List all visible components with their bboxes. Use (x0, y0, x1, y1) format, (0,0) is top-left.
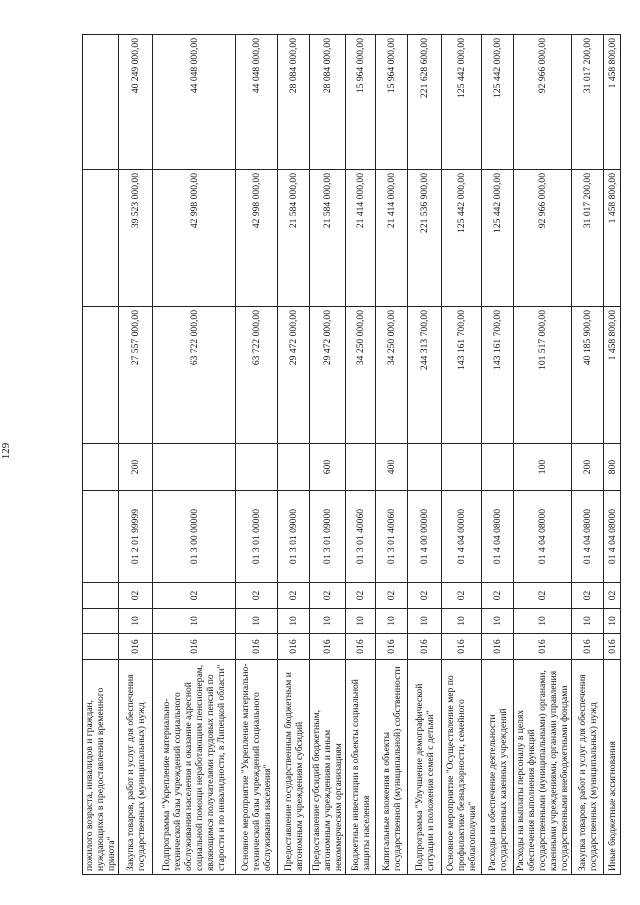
table-row (376, 35, 408, 875)
expense-type-cell (346, 444, 376, 491)
budget-table (82, 34, 621, 875)
sum-year-3-cell: 221 628 600,00 (408, 35, 442, 170)
expense-type-cell: 600 (310, 444, 346, 491)
code-cell: 016 (346, 634, 376, 660)
subsection-cell: 02 (310, 583, 346, 609)
section-cell: 10 (442, 609, 482, 634)
table-row (482, 35, 514, 875)
sum-year-3-cell: 31 017 200,00 (572, 35, 604, 170)
target-article-cell: 01 3 00 00000 (153, 491, 236, 583)
subsection-cell: 02 (236, 583, 278, 609)
section-cell: 10 (310, 609, 346, 634)
target-article-cell: 01 4 04 08000 (572, 491, 604, 583)
row-name-cell: Подпрограмма "Укрепление материально-технической базы учреждений социального обслуживания населения и оказание адресной социальной помощи неработающим пенсионерам, являющимся получателями трудовых пенсий по старости и по инвалидности, в Липецкой области" (153, 660, 236, 875)
sum-year-1-cell: 63 722 000,00 (236, 307, 278, 444)
sum-year-1-cell: 40 185 900,00 (572, 307, 604, 444)
table-row (514, 35, 572, 875)
section-cell: 10 (514, 609, 572, 634)
sum-year-3-cell: 44 048 000,00 (236, 35, 278, 170)
table-row (153, 35, 236, 875)
sum-year-2-cell: 21 414 000,00 (376, 170, 408, 307)
code-cell: 016 (572, 634, 604, 660)
code-cell: 016 (153, 634, 236, 660)
sum-year-3-cell: 15 964 000,00 (376, 35, 408, 170)
sum-year-3-cell: 1 458 800,00 (604, 35, 621, 170)
section-cell: 10 (482, 609, 514, 634)
target-article-cell: 01 3 01 00000 (236, 491, 278, 583)
row-name-cell: Иные бюджетные ассигнования (604, 660, 621, 875)
sum-year-3-cell: 92 966 000,00 (514, 35, 572, 170)
section-cell: 10 (604, 609, 621, 634)
expense-type-cell (153, 444, 236, 491)
sum-year-3-cell: 40 249 000,00 (119, 35, 153, 170)
row-name-cell: Закупка товаров, работ и услуг для обеспечения государственных (муниципальных) нужд (119, 660, 153, 875)
target-article-cell: 01 2 01 99999 (119, 491, 153, 583)
sum-year-2-cell: 39 523 000,00 (119, 170, 153, 307)
code-cell: 016 (482, 634, 514, 660)
subsection-cell: 02 (572, 583, 604, 609)
sum-year-3-cell: 28 084 000,00 (310, 35, 346, 170)
target-article-cell: 01 4 00 00000 (408, 491, 442, 583)
sum-year-1-cell: 143 161 700,00 (442, 307, 482, 444)
sum-year-2-cell: 21 414 000,00 (346, 170, 376, 307)
sum-year-2-cell: 92 966 000,00 (514, 170, 572, 307)
row-name-cell: Бюджетные инвестиции в объекты социальной защиты населения (346, 660, 376, 875)
target-article-cell: 01 4 04 00000 (442, 491, 482, 583)
sum-year-2-cell: 21 584 000,00 (278, 170, 310, 307)
row-name-cell: Расходы на выплаты персоналу в целях обеспечения выполнения функций государственными (муниципальными) органами, казенными учреждениями, органами управления государственными внебюджетными фондами (514, 660, 572, 875)
expense-type-cell: 400 (376, 444, 408, 491)
subsection-cell: 02 (514, 583, 572, 609)
section-cell: 10 (119, 609, 153, 634)
sum-year-2-cell: 221 536 900,00 (408, 170, 442, 307)
code-cell: 016 (119, 634, 153, 660)
target-article-cell (83, 491, 119, 583)
code-cell: 016 (278, 634, 310, 660)
subsection-cell: 02 (376, 583, 408, 609)
expense-type-cell (408, 444, 442, 491)
sum-year-3-cell: 125 442 000,00 (482, 35, 514, 170)
sum-year-1-cell: 63 722 000,00 (153, 307, 236, 444)
sum-year-1-cell: 29 472 000,00 (310, 307, 346, 444)
row-name-cell: Расходы на обеспечение деятельности государственных казенных учреждений (482, 660, 514, 875)
row-name-cell: Капитальные вложения в объекты государственной (муниципальной) собственности (376, 660, 408, 875)
row-name-cell: Основное мероприятие "Укрепление материально-технической базы учреждений социального обслуживания населения" (236, 660, 278, 875)
subsection-cell: 02 (119, 583, 153, 609)
expense-type-cell (83, 444, 119, 491)
section-cell: 10 (408, 609, 442, 634)
sum-year-1-cell (83, 307, 119, 444)
code-cell: 016 (310, 634, 346, 660)
target-article-cell: 01 4 04 08000 (604, 491, 621, 583)
subsection-cell: 02 (442, 583, 482, 609)
sum-year-2-cell: 125 442 000,00 (482, 170, 514, 307)
table-row (278, 35, 310, 875)
sum-year-1-cell: 101 517 000,00 (514, 307, 572, 444)
table-row (236, 35, 278, 875)
sum-year-2-cell: 42 998 000,00 (236, 170, 278, 307)
target-article-cell: 01 4 04 08000 (482, 491, 514, 583)
sum-year-3-cell: 125 442 000,00 (442, 35, 482, 170)
sum-year-3-cell (83, 35, 119, 170)
sum-year-1-cell: 244 313 700,00 (408, 307, 442, 444)
page-number-text: 129 (0, 442, 12, 460)
target-article-cell: 01 3 01 09000 (310, 491, 346, 583)
expense-type-cell: 200 (119, 444, 153, 491)
table-row (346, 35, 376, 875)
expense-type-cell (236, 444, 278, 491)
expense-type-cell (442, 444, 482, 491)
rotated-table-wrapper (82, 35, 618, 875)
code-cell: 016 (442, 634, 482, 660)
section-cell: 10 (153, 609, 236, 634)
expense-type-cell (278, 444, 310, 491)
subsection-cell: 02 (408, 583, 442, 609)
table-row (310, 35, 346, 875)
code-cell: 016 (236, 634, 278, 660)
sum-year-2-cell: 125 442 000,00 (442, 170, 482, 307)
table-row (83, 35, 119, 875)
row-name-cell: Основное мероприятие "Осуществление мер по профилактике безнадзорности, семейного неблагополучия" (442, 660, 482, 875)
sum-year-1-cell: 34 250 000,00 (376, 307, 408, 444)
table-body (83, 35, 621, 875)
section-cell: 10 (346, 609, 376, 634)
subsection-cell (83, 583, 119, 609)
row-name-cell: Предоставление субсидий бюджетным, автономным учреждениям и иным некоммерческим организациям (310, 660, 346, 875)
target-article-cell: 01 4 04 08000 (514, 491, 572, 583)
sum-year-2-cell: 1 458 800,00 (604, 170, 621, 307)
sum-year-2-cell: 31 017 200,00 (572, 170, 604, 307)
table-row (408, 35, 442, 875)
table-row (442, 35, 482, 875)
sum-year-3-cell: 15 964 000,00 (346, 35, 376, 170)
sum-year-2-cell: 21 584 000,00 (310, 170, 346, 307)
sum-year-1-cell: 29 472 000,00 (278, 307, 310, 444)
section-cell: 10 (572, 609, 604, 634)
row-name-cell: Закупка товаров, работ и услуг для обеспечения государственных (муниципальных) нужд (572, 660, 604, 875)
sum-year-3-cell: 28 084 000,00 (278, 35, 310, 170)
sum-year-1-cell: 27 557 000,00 (119, 307, 153, 444)
sum-year-1-cell: 1 458 800,00 (604, 307, 621, 444)
row-name-cell: Подпрограмма "Улучшение демографической ситуации и положения семей с детьми" (408, 660, 442, 875)
target-article-cell: 01 3 01 40060 (346, 491, 376, 583)
expense-type-cell: 100 (514, 444, 572, 491)
sum-year-2-cell: 42 998 000,00 (153, 170, 236, 307)
subsection-cell: 02 (604, 583, 621, 609)
code-cell: 016 (376, 634, 408, 660)
target-article-cell: 01 3 01 09000 (278, 491, 310, 583)
subsection-cell: 02 (482, 583, 514, 609)
section-cell (83, 609, 119, 634)
table-row (119, 35, 153, 875)
row-name-cell: Предоставление государственным бюджетным и автономным учреждениям субсидий (278, 660, 310, 875)
table-row (572, 35, 604, 875)
page-number (0, 436, 12, 466)
sum-year-3-cell: 44 048 000,00 (153, 35, 236, 170)
subsection-cell: 02 (278, 583, 310, 609)
code-cell: 016 (514, 634, 572, 660)
code-cell (83, 634, 119, 660)
expense-type-cell (482, 444, 514, 491)
table-row (604, 35, 621, 875)
code-cell: 016 (408, 634, 442, 660)
section-cell: 10 (236, 609, 278, 634)
expense-type-cell: 200 (572, 444, 604, 491)
expense-type-cell: 800 (604, 444, 621, 491)
sum-year-2-cell (83, 170, 119, 307)
target-article-cell: 01 3 01 40060 (376, 491, 408, 583)
subsection-cell: 02 (346, 583, 376, 609)
section-cell: 10 (278, 609, 310, 634)
sum-year-1-cell: 143 161 700,00 (482, 307, 514, 444)
section-cell: 10 (376, 609, 408, 634)
sum-year-1-cell: 34 250 000,00 (346, 307, 376, 444)
subsection-cell: 02 (153, 583, 236, 609)
code-cell: 016 (604, 634, 621, 660)
row-name-cell: пожилого возраста, инвалидов и граждан, нуждающихся в предоставлении временного приюта" (83, 660, 119, 875)
